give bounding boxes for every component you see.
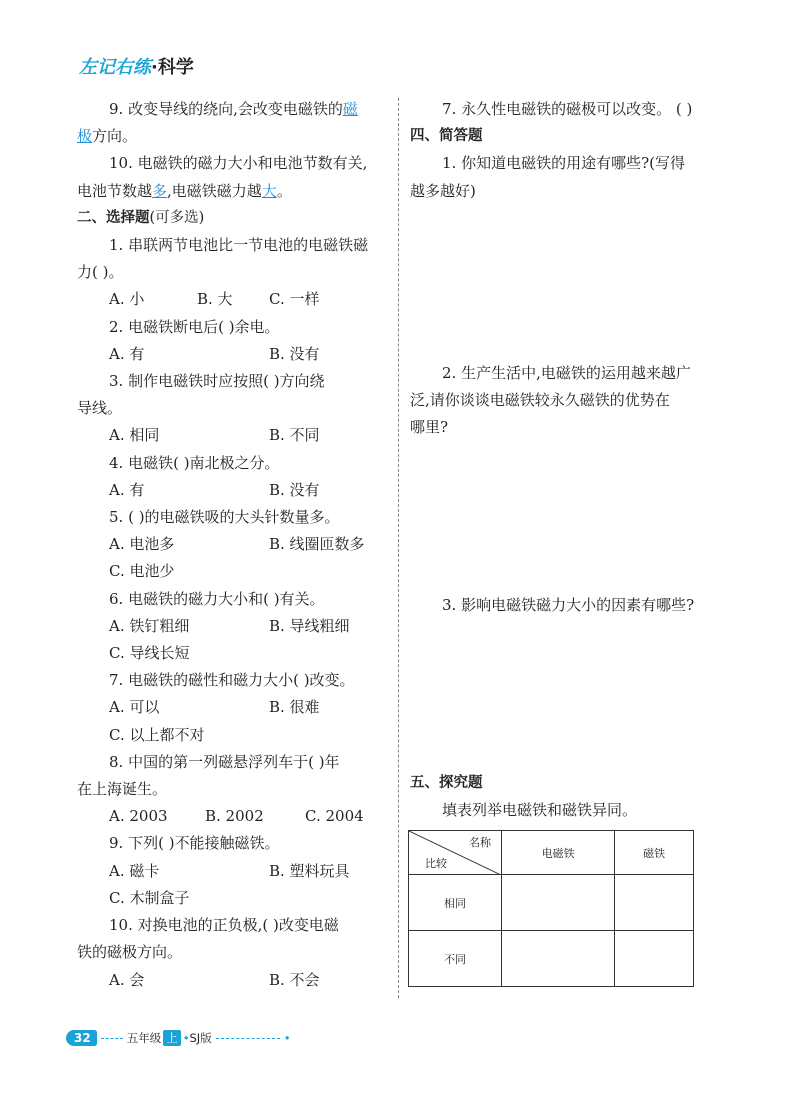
question-7: 7. 电磁铁的磁性和磁力大小( )改变。 (109, 671, 355, 690)
question-1: 1. 串联两节电池比一节电池的电磁铁磁 (109, 236, 369, 255)
options-q4 (77, 477, 389, 504)
fill-q10-line2: 电池节数越多,电磁铁磁力越大。 (77, 181, 292, 200)
header-separator: · (151, 57, 158, 78)
table-row (409, 875, 694, 931)
option: A. 可以 (109, 698, 160, 717)
option: A. 会 (109, 970, 145, 989)
option: C. 木制盒子 (109, 888, 190, 907)
fill-q9-line2: 极方向。 (77, 127, 138, 146)
corner-label-bottom: 比较 (425, 857, 447, 870)
option: C. 一样 (269, 290, 320, 309)
question-4: 4. 电磁铁( )南北极之分。 (109, 453, 280, 472)
answer-text: 极 (77, 127, 93, 146)
option: A. 小 (109, 290, 145, 309)
short-answer-q2: 2. 生产生活中,电磁铁的运用越来越广 (442, 364, 691, 382)
option: C. 导线长短 (109, 644, 190, 663)
options-q9-c (77, 885, 389, 912)
brand-title: 左记右练 (79, 57, 151, 78)
table-cell[interactable] (615, 875, 694, 931)
section-5-title: 五、探究题 (410, 775, 483, 791)
short-answer-q1: 1. 你知道电磁铁的用途有哪些?(写得 (442, 154, 685, 173)
right-column (410, 96, 728, 205)
short-answer-q1-cont: 越多越好) (410, 181, 476, 200)
fill-q10-line1: 10. 电磁铁的磁力大小和电池节数有关, (109, 154, 368, 173)
comparison-table (408, 830, 694, 987)
column-divider (398, 98, 399, 998)
page-header (79, 53, 194, 79)
row-label: 不同 (409, 931, 502, 987)
option: B. 不同 (269, 426, 320, 445)
option: B. 塑料玩具 (269, 861, 350, 880)
table-corner-cell (409, 831, 502, 875)
footer-dash (101, 1038, 123, 1039)
options-q10 (77, 967, 389, 994)
option: B. 大 (197, 290, 233, 309)
option: A. 有 (109, 480, 145, 499)
option: A. 相同 (109, 426, 160, 445)
section-4-title: 四、简答题 (410, 128, 483, 145)
table-cell[interactable] (502, 931, 615, 987)
question-10: 10. 对换电池的正负极,( )改变电磁 (109, 916, 339, 935)
short-answer-q2-cont2: 哪里? (410, 418, 449, 437)
option: A. 铁钉粗细 (109, 616, 190, 635)
short-answer-q3: 3. 影响电磁铁磁力大小的因素有哪些? (442, 596, 695, 614)
inquiry-task: 填表列举电磁铁和磁铁异同。 (442, 801, 638, 820)
option: B. 很难 (269, 698, 320, 717)
question-2: 2. 电磁铁断电后( )余电。 (109, 317, 280, 336)
options-q8 (77, 803, 389, 830)
options-q7 (77, 694, 389, 721)
options-q6 (77, 613, 389, 640)
short-answer-q2-block (410, 360, 728, 442)
true-false-q7: 7. 永久性电磁铁的磁极可以改变。 ( ) (442, 100, 693, 118)
question-9: 9. 下列( )不能接触磁铁。 (109, 834, 280, 853)
question-8: 8. 中国的第一列磁悬浮列车于( )年 (109, 752, 340, 771)
answer-text: 大 (261, 181, 277, 200)
answer-text: 磁 (342, 100, 358, 118)
options-q5 (77, 531, 389, 558)
option: C. 电池少 (109, 562, 175, 581)
table-header: 磁铁 (615, 831, 694, 875)
question-10-cont: 铁的磁极方向。 (77, 943, 183, 962)
page-number: 32 (66, 1030, 97, 1046)
question-3-cont: 导线。 (77, 399, 123, 418)
option: A. 有 (109, 344, 145, 363)
options-q3 (77, 422, 389, 449)
option: A. 电池多 (109, 535, 175, 554)
option: A. 磁卡 (109, 861, 160, 880)
question-1-cont: 力( )。 (77, 263, 124, 282)
options-q7-c (77, 722, 389, 749)
question-6: 6. 电磁铁的磁力大小和( )有关。 (109, 589, 325, 608)
row-label: 相同 (409, 875, 502, 931)
question-8-cont: 在上海诞生。 (77, 780, 168, 799)
table-cell[interactable] (615, 931, 694, 987)
options-q1 (77, 286, 389, 313)
section-5-block (410, 770, 728, 824)
options-q6-c (77, 640, 389, 667)
question-5: 5. ( )的电磁铁吸的大头针数量多。 (109, 508, 340, 527)
short-answer-q3-block (410, 592, 728, 619)
bullet-icon: • (283, 1031, 291, 1045)
option: C. 以上都不对 (109, 725, 205, 744)
table-row (409, 931, 694, 987)
options-q9 (77, 858, 389, 885)
term-badge: 上 (163, 1030, 181, 1046)
footer-dash (216, 1038, 280, 1039)
grade-label: 五年级 (126, 1031, 162, 1045)
answer-text: 多 (152, 181, 168, 200)
options-q5-c (77, 558, 389, 585)
option: B. 线圈匝数多 (269, 535, 365, 554)
subject-title: 科学 (157, 57, 194, 78)
table-header: 电磁铁 (502, 831, 615, 875)
bullet-icon: • (182, 1031, 190, 1045)
option: B. 2002 (205, 807, 264, 826)
short-answer-q2-cont: 泛,请你谈谈电磁铁较永久磁铁的优势在 (410, 391, 670, 410)
option: C. 2004 (305, 807, 364, 826)
option: B. 没有 (269, 480, 320, 499)
option: B. 导线粗细 (269, 616, 350, 635)
table-cell[interactable] (502, 875, 615, 931)
corner-label-top: 名称 (469, 836, 491, 849)
option: A. 2003 (109, 807, 168, 826)
option: B. 没有 (269, 344, 320, 363)
question-3: 3. 制作电磁铁时应按照( )方向绕 (109, 372, 325, 391)
options-q2 (77, 341, 389, 368)
left-column (77, 96, 389, 994)
page-footer (66, 1030, 291, 1046)
fill-q9-line1: 9. 改变导线的绕向,会改变电磁铁的磁 (109, 100, 358, 118)
edition-label: SJ版 (189, 1031, 212, 1045)
option: B. 不会 (269, 970, 320, 989)
section-2-title: 二、选择题(可多选) (77, 209, 205, 226)
